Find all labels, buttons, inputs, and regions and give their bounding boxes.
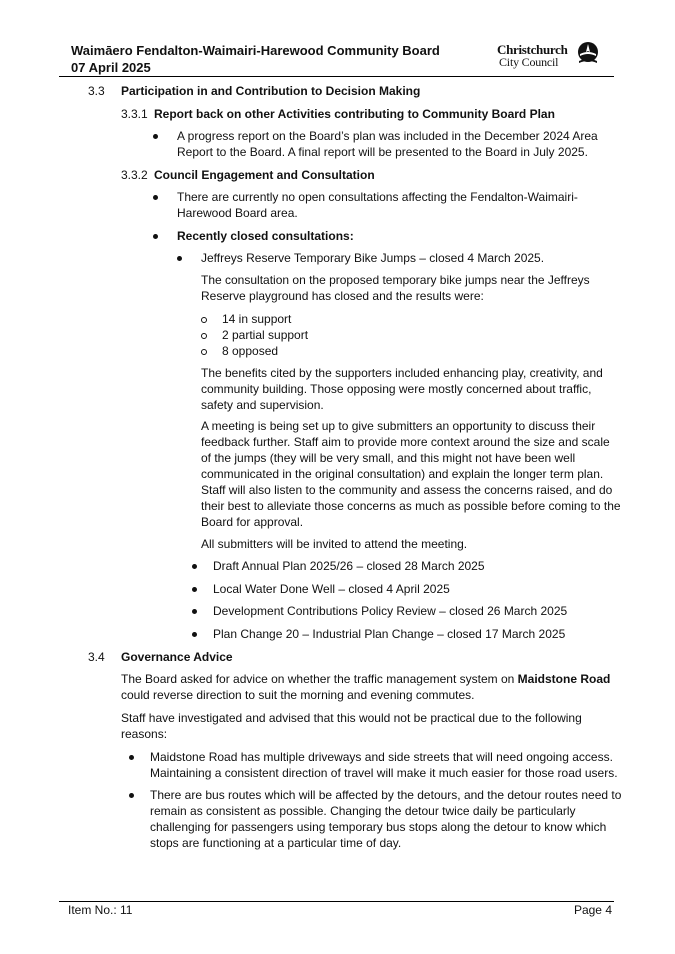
bullet-icon: [192, 609, 197, 614]
bullet-icon: [153, 134, 158, 139]
bullet-icon: [129, 793, 134, 798]
consultation-item: Local Water Done Well – closed 4 April 2025: [213, 582, 450, 596]
circle-bullet-icon: [201, 317, 207, 323]
bullet-icon: [192, 632, 197, 637]
paragraph: [201, 365, 603, 413]
paragraph: [121, 710, 582, 742]
text-line: Report to the Board. A final report will be presented to the Board in July 2025.: [177, 145, 588, 159]
text-line: Maintaining a consistent direction of travel will make it much easier for those road users.: [150, 766, 618, 780]
council-emblem-icon: [577, 42, 599, 66]
bullet-icon: [177, 256, 182, 261]
section-number: 3.4: [88, 650, 105, 664]
bullet-icon: [153, 195, 158, 200]
section-heading: Governance Advice: [121, 650, 233, 664]
text-line: of the jumps (they will be very small, and this might not have been well: [201, 451, 576, 465]
text-line: remain as consistent as possible. Changing the detour twice daily be particularly: [150, 804, 576, 818]
text-line: [121, 671, 610, 687]
section-heading: Participation in and Contribution to Decision Making: [121, 84, 421, 98]
section-number: 3.3: [88, 84, 105, 98]
text-line: Staff have investigated and advised that this would not be practical due to the following: [121, 711, 582, 725]
text-line: The consultation on the proposed temporary bike jumps near the Jeffreys: [201, 273, 590, 287]
subsection-number: 3.3.1: [121, 107, 148, 121]
header-title: [71, 42, 440, 76]
page-number: Page 4: [573, 903, 612, 917]
bullet-icon: [129, 755, 134, 760]
circle-bullet-icon: [201, 349, 207, 355]
paragraph: [201, 272, 590, 304]
consultation-item: Draft Annual Plan 2025/26 – closed 28 March 2025: [213, 559, 485, 573]
text-line: Staff will also listen to the community and assess the concerns raised, and do: [201, 483, 613, 497]
text-line: community building. Those opposing were mostly concerned about traffic,: [201, 382, 592, 396]
text-line: challenging for passengers using temporary bus stops along the detour to know which: [150, 820, 607, 834]
text-line: stops are functioning at a particular time of day.: [150, 836, 402, 850]
text-line: There are bus routes which will be affected by the detours, and the detour routes need to: [150, 788, 622, 802]
logo-text-line2: City Council: [499, 55, 559, 69]
paragraph: [177, 189, 578, 221]
bullet-icon: [192, 564, 197, 569]
consultation-item: Plan Change 20 – Industrial Plan Change – closed 17 March 2025: [213, 627, 566, 641]
text-line: Harewood Board area.: [177, 206, 298, 220]
consultation-item: Jeffreys Reserve Temporary Bike Jumps – closed 4 March 2025.: [201, 251, 545, 265]
text-line: The benefits cited by the supporters included enhancing play, creativity, and: [201, 366, 603, 380]
board-name: Waimāero Fendalton-Waimairi-Harewood Community Board: [71, 43, 440, 58]
paragraph: [121, 671, 610, 703]
paragraph: [177, 128, 598, 160]
circle-bullet-icon: [201, 333, 207, 339]
text-run: The Board asked for advice on whether the traffic management system on: [121, 672, 518, 686]
text-line: could reverse direction to suit the morning and evening commutes.: [121, 688, 475, 702]
text-line: A meeting is being set up to give submitters an opportunity to discuss their: [201, 419, 596, 433]
text-line: Maidstone Road has multiple driveways and side streets that will need ongoing access.: [150, 750, 613, 764]
header-rule: [59, 76, 614, 77]
item-number: Item No.: 11: [68, 903, 133, 917]
text-line: Board for approval.: [201, 515, 304, 529]
text-line: their best to alleviate those concerns as much as possible before coming to the: [201, 499, 621, 513]
result-item: 2 partial support: [222, 328, 309, 342]
bullet-icon: [192, 587, 197, 592]
paragraph: [150, 787, 621, 851]
road-name: Maidstone Road: [517, 672, 611, 686]
paragraph: [150, 749, 618, 781]
text-line: Reserve playground has closed and the results were:: [201, 289, 484, 303]
result-item: 8 opposed: [222, 344, 279, 358]
paragraph: [201, 418, 621, 530]
text-line: feedback further. Staff aim to provide more context around the size and scale: [201, 435, 610, 449]
bullet-icon: [153, 234, 158, 239]
subsection-heading: Council Engagement and Consultation: [154, 168, 375, 182]
closed-consultations-heading: Recently closed consultations:: [177, 229, 354, 243]
text-line: A progress report on the Board’s plan was included in the December 2024 Area: [177, 129, 598, 143]
result-item: 14 in support: [222, 312, 292, 326]
text-line: There are currently no open consultations affecting the Fendalton-Waimairi-: [177, 190, 578, 204]
subsection-heading: Report back on other Activities contributing to Community Board Plan: [154, 107, 555, 121]
logo-text-line1: Christchurch: [497, 42, 568, 57]
subsection-number: 3.3.2: [121, 168, 148, 182]
text-line: safety and supervision.: [201, 398, 324, 412]
text-line: communicated in the original consultation) and explain the longer term plan.: [201, 467, 604, 481]
council-logo: [497, 42, 607, 68]
consultation-item: Development Contributions Policy Review – closed 26 March 2025: [213, 604, 568, 618]
footer-rule: [59, 901, 614, 902]
meeting-date: 07 April 2025: [71, 60, 151, 75]
paragraph: All submitters will be invited to attend the meeting.: [201, 537, 468, 551]
text-line: reasons:: [121, 727, 168, 741]
